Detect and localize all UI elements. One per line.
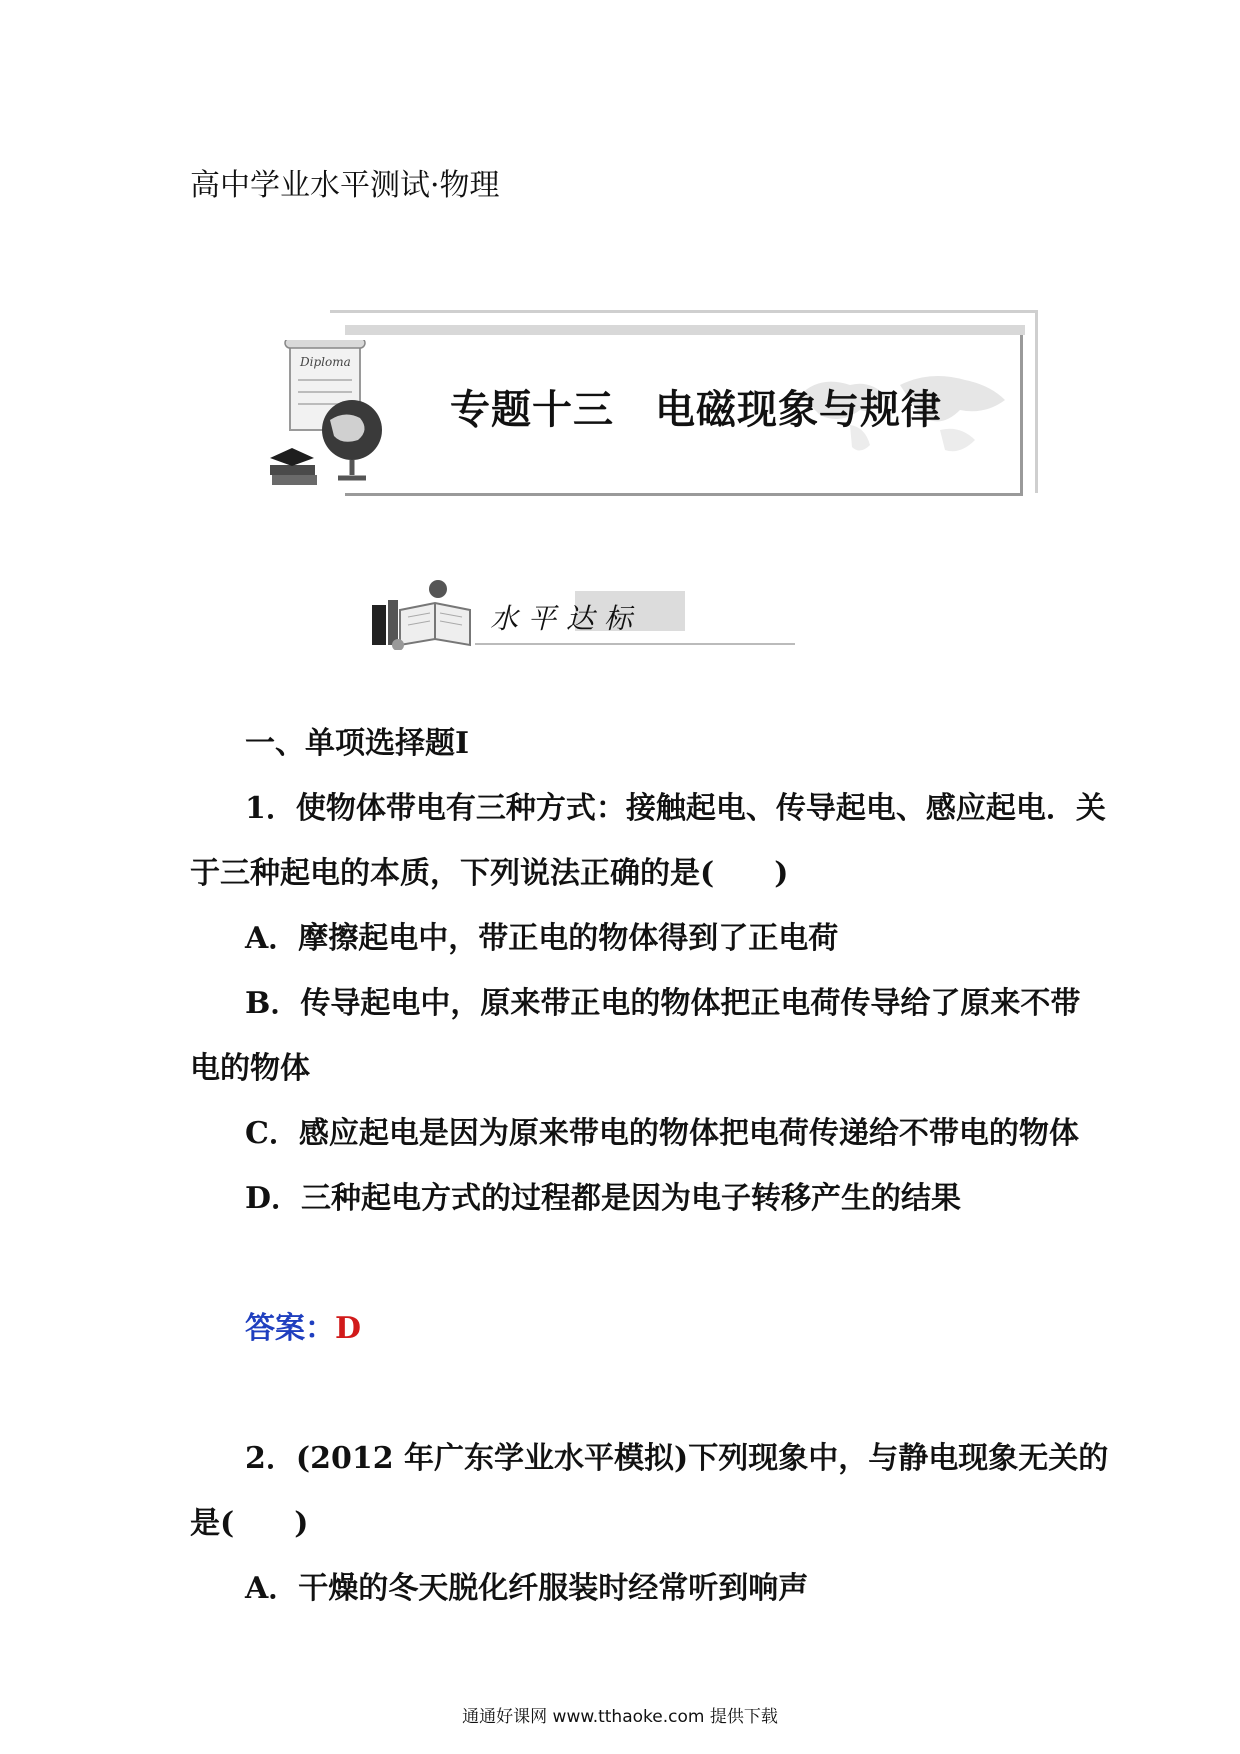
q2-option-a: A．干燥的冬天脱化纤服装时经常听到响声 xyxy=(245,1571,809,1606)
page-header-title: 高中学业水平测试·物理 xyxy=(190,168,500,203)
badge-label: 水平达标 xyxy=(490,602,643,635)
banner-top-bar xyxy=(345,325,1025,335)
q1-option-b-line1: B．传导起电中，原来带正电的物体把正电荷传导给了原来不带 xyxy=(245,986,1081,1021)
q1-option-a: A．摩擦起电中，带正电的物体得到了正电荷 xyxy=(245,921,839,956)
q1-option-b-line2: 电的物体 xyxy=(190,1051,310,1086)
diploma-globe-icon xyxy=(270,340,390,500)
q2-stem-line2: 是( ) xyxy=(190,1506,309,1541)
q1-option-d: D．三种起电方式的过程都是因为电子转移产生的结果 xyxy=(245,1181,962,1216)
q1-option-c: C．感应起电是因为原来带电的物体把电荷传递给不带电的物体 xyxy=(245,1116,1079,1151)
page-footer: 通通好课网 www.tthaoke.com 提供下载 xyxy=(462,1707,778,1727)
q1-answer xyxy=(245,1303,361,1347)
badge-underline xyxy=(475,643,795,645)
topic-banner xyxy=(270,310,1040,500)
q1-stem-line1: 1．使物体带电有三种方式：接触起电、传导起电、感应起电．关 xyxy=(245,791,1106,826)
section-heading: 一、单项选择题Ⅰ xyxy=(245,726,470,761)
section-badge xyxy=(370,575,790,650)
topic-title: 专题十三 电磁现象与规律 xyxy=(450,386,942,433)
q2-stem-line1: 2．(2012 年广东学业水平模拟)下列现象中，与静电现象无关的 xyxy=(245,1441,1109,1476)
diploma-text: Diploma xyxy=(300,355,351,369)
open-book-icon xyxy=(370,575,480,650)
answer-label: 答案： xyxy=(245,1311,335,1346)
answer-value: D xyxy=(335,1311,362,1346)
q1-stem-line2: 于三种起电的本质，下列说法正确的是( ) xyxy=(190,856,789,891)
